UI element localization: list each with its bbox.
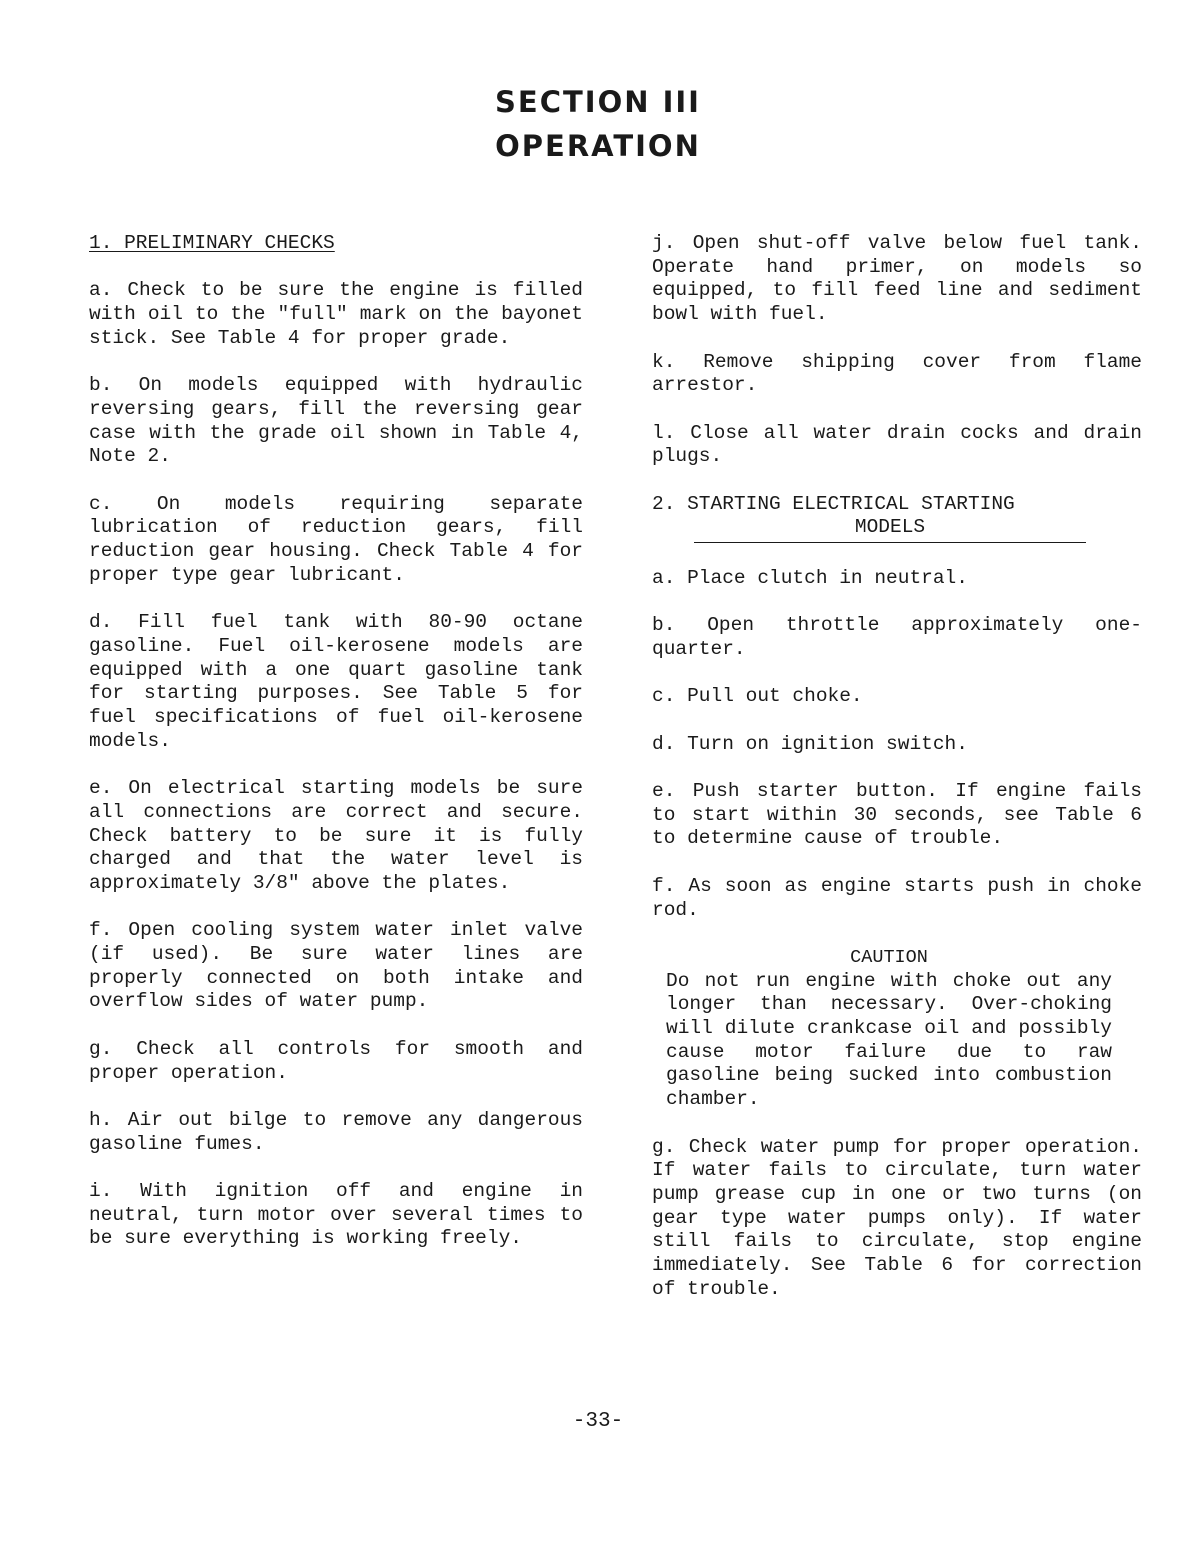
start-step-a: a. Place clutch in neutral. — [652, 566, 968, 589]
start-step-b: b. Open throttle approximately one-quarter. — [652, 614, 1142, 660]
left-column — [89, 232, 583, 1275]
start-step-d: d. Turn on ignition switch. — [652, 732, 968, 755]
check-item-i: i. With ignition off and engine in neutral, turn motor over several times to be sure everything is working freely. — [89, 1179, 583, 1250]
check-item-g: g. Check all controls for smooth and proper operation. — [89, 1037, 583, 1084]
caution-box — [652, 946, 1142, 1112]
check-item-f: f. Open cooling system water inlet valve (if used). Be sure water lines are properly connected on both intake and overflow sides of water pump. — [89, 919, 583, 1013]
start-step-e: e. Push starter button. If engine fails to start within 30 seconds, see Table 6 to determine cause of trouble. — [652, 780, 1142, 850]
start-step-g: g. Check water pump for proper operation. If water fails to circulate, turn water pump grease cup in one or two turns (on gear type water pumps only). If water still fails to circulate, stop engine immediately. See Table 6 for correction of trouble. — [652, 1135, 1142, 1300]
caution-title: CAUTION — [850, 946, 928, 968]
start-step-c: c. Pull out choke. — [652, 685, 863, 708]
check-item-a: a. Check to be sure the engine is filled with oil to the "full" mark on the bayonet stick. See Table 4 for proper grade. — [89, 279, 583, 349]
starting-heading-line1: 2. STARTING ELECTRICAL STARTING — [652, 492, 1015, 515]
check-item-b: b. On models equipped with hydraulic reversing gears, fill the reversing gear case with the grade oil shown in Table 4, Note 2. — [89, 374, 583, 468]
check-item-j: j. Open shut-off valve below fuel tank. Operate hand primer, on models so equipped, to fill feed line and sediment bowl with fuel. — [652, 232, 1142, 326]
right-column — [652, 232, 1142, 1325]
preliminary-checks-heading: 1. PRELIMINARY CHECKS — [89, 232, 335, 254]
section-number: SECTION III — [495, 85, 701, 119]
check-item-h: h. Air out bilge to remove any dangerous gasoline fumes. — [89, 1108, 583, 1155]
page-number: -33- — [572, 1410, 624, 1433]
section-title: OPERATION — [495, 129, 701, 163]
caution-text: Do not run engine with choke out any longer than necessary. Over-choking will dilute crankcase oil and possibly cause motor failure due to raw gasoline being sucked into combustion chamber. — [666, 969, 1112, 1111]
check-item-e: e. On electrical starting models be sure all connections are correct and secure. Check battery to be sure it is fully charged and that the water level is approximately 3/8" above the plates. — [89, 777, 583, 894]
check-item-d: d. Fill fuel tank with 80-90 octane gasoline. Fuel oil-kerosene models are equipped with a one quart gasoline tank for starting purposes. See Table 5 for fuel specifications of fuel oil-kerosene models. — [89, 611, 583, 752]
check-item-l: l. Close all water drain cocks and drain plugs. — [652, 421, 1142, 468]
check-item-k: k. Remove shipping cover from flame arrestor. — [652, 350, 1142, 397]
starting-heading — [652, 493, 1142, 543]
starting-heading-line2: MODELS — [694, 516, 1086, 543]
start-step-f: f. As soon as engine starts push in choke rod. — [652, 874, 1142, 921]
check-item-c: c. On models requiring separate lubrication of reduction gears, fill reduction gear housing. Check Table 4 for proper type gear lubricant. — [89, 492, 583, 586]
